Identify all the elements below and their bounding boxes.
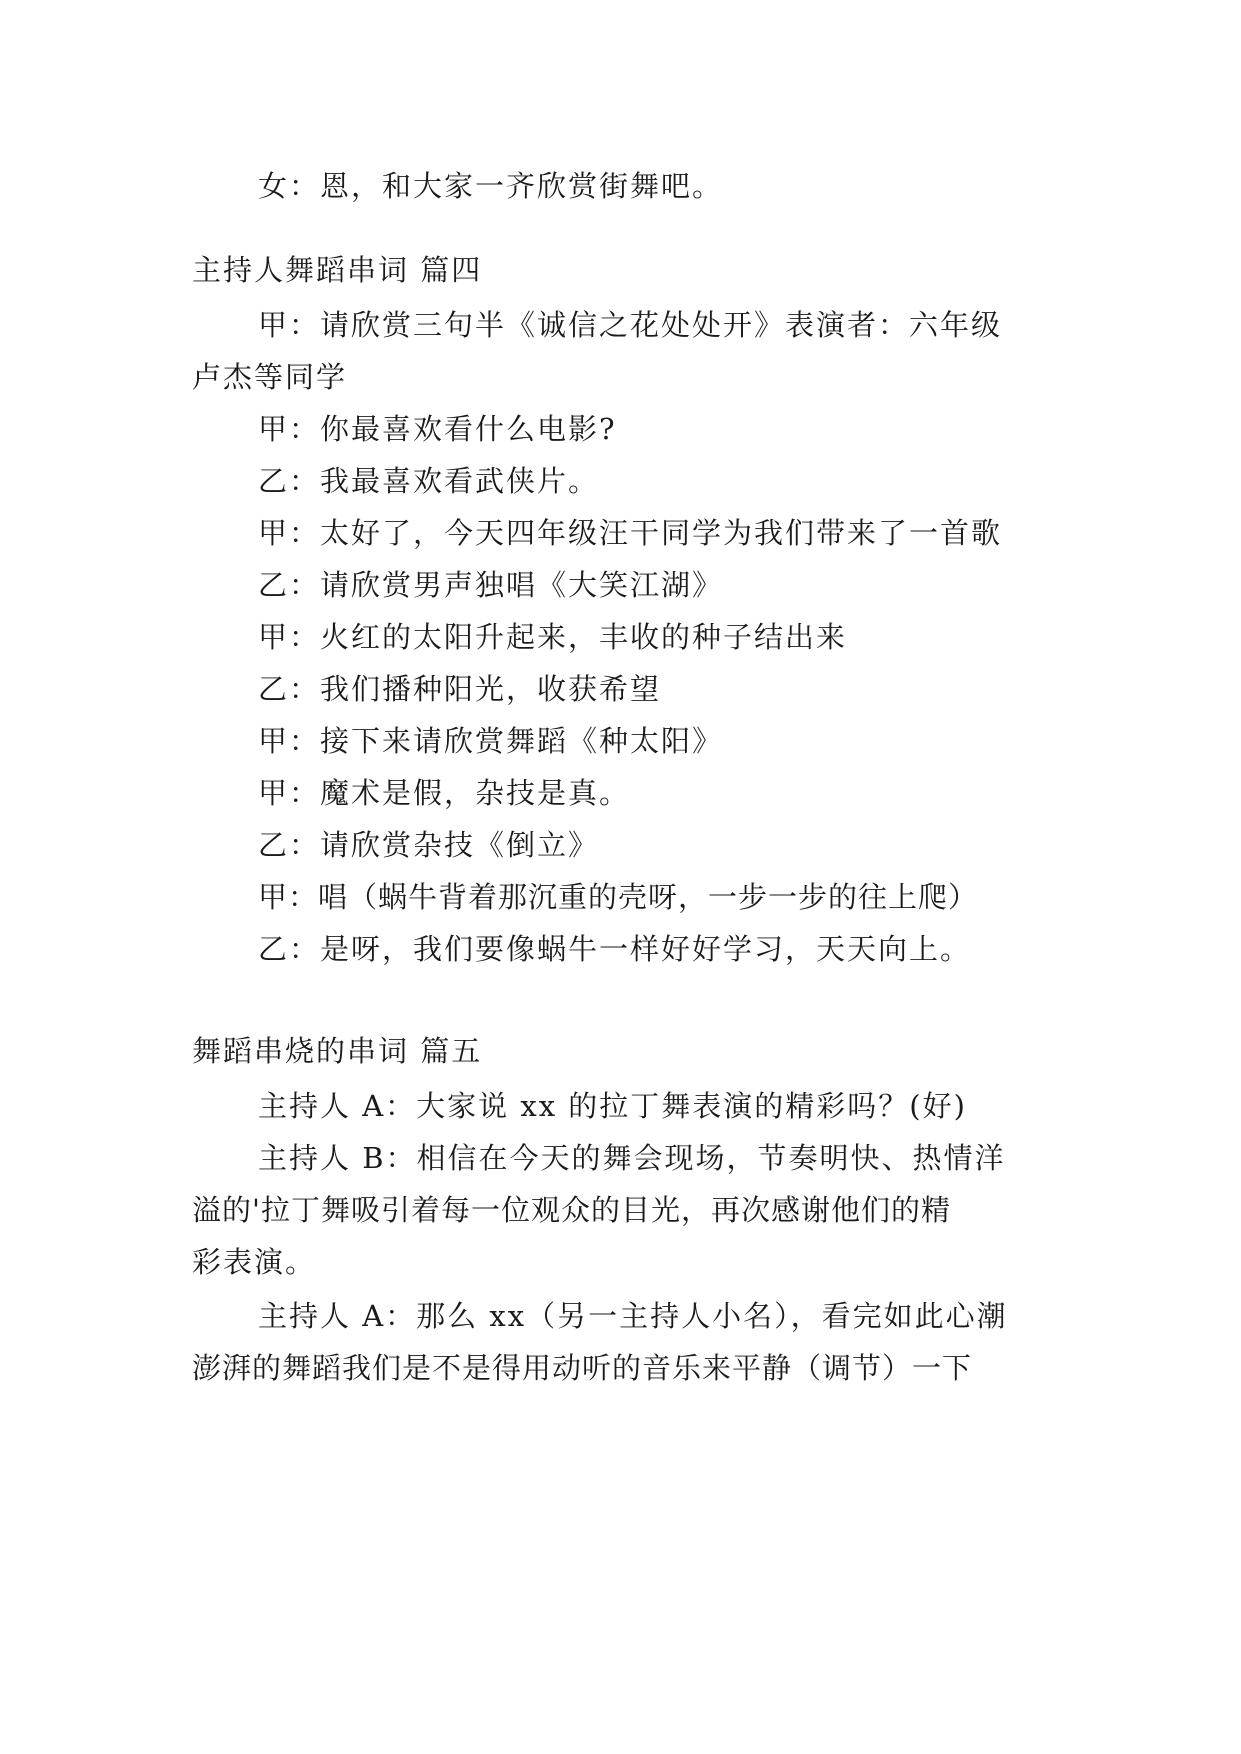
dialogue-line: 主持人 A：大家说 xx 的拉丁舞表演的精彩吗？(好) xyxy=(258,1089,967,1123)
dialogue-line: 主持人 B：相信在今天的舞会现场，节奏明快、热情洋 xyxy=(258,1141,1006,1175)
dialogue-line: 甲：火红的太阳升起来，丰收的种子结出来 xyxy=(258,620,848,654)
dialogue-line: 乙：我们播种阳光，收获希望 xyxy=(258,672,662,706)
dialogue-line: 甲：魔术是假，杂技是真。 xyxy=(258,776,631,810)
dialogue-line: 乙：请欣赏男声独唱《大笑江湖》 xyxy=(258,568,724,602)
dialogue-line: 甲：唱（蜗牛背着那沉重的壳呀，一步一步的往上爬） xyxy=(258,880,979,914)
dialogue-line-continuation: 彩表演。 xyxy=(192,1245,317,1279)
section-heading: 舞蹈串烧的串词 篇五 xyxy=(192,1034,483,1068)
dialogue-line: 甲：你最喜欢看什么电影? xyxy=(258,412,617,446)
dialogue-line: 乙：请欣赏杂技《倒立》 xyxy=(258,828,600,862)
section-heading: 主持人舞蹈串词 篇四 xyxy=(192,253,483,287)
dialogue-line: 甲：太好了，今天四年级汪干同学为我们带来了一首歌 xyxy=(258,516,1003,550)
dialogue-line: 主持人 A：那么 xx（另一主持人小名），看完如此心潮 xyxy=(258,1299,1008,1333)
dialogue-line: 女：恩，和大家一齐欣赏街舞吧。 xyxy=(258,169,724,203)
dialogue-line: 甲：接下来请欣赏舞蹈《种太阳》 xyxy=(258,724,724,758)
dialogue-line: 乙：是呀，我们要像蜗牛一样好好学习，天天向上。 xyxy=(258,932,972,966)
dialogue-line: 甲：请欣赏三句半《诚信之花处处开》表演者：六年级 xyxy=(258,308,1003,342)
dialogue-line: 乙：我最喜欢看武侠片。 xyxy=(258,464,600,498)
dialogue-line-continuation: 溢的'拉丁舞吸引着每一位观众的目光，再次感谢他们的精 xyxy=(192,1193,951,1227)
dialogue-line-continuation: 卢杰等同学 xyxy=(192,360,348,394)
dialogue-line-continuation: 澎湃的舞蹈我们是不是得用动听的音乐来平静（调节）一下 xyxy=(192,1351,973,1385)
